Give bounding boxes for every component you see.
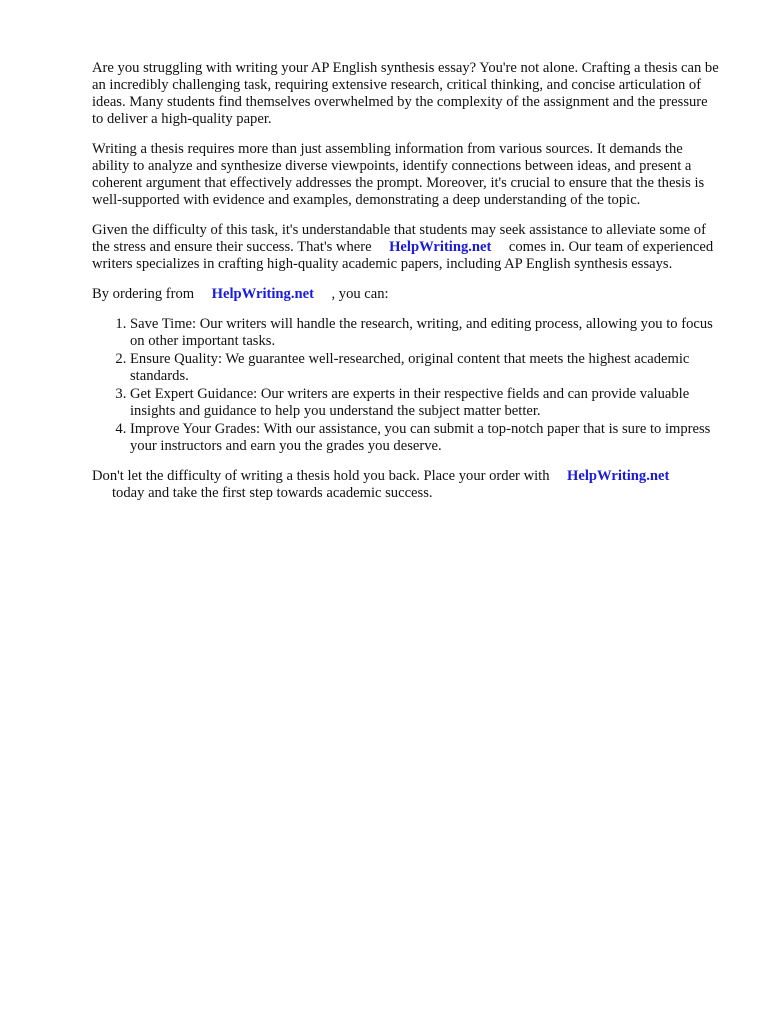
closing-text-before: Don't let the difficulty of writing a thesis hold you back. Place your order with: [92, 468, 550, 484]
benefits-list: [92, 316, 722, 455]
ordering-text-after: , you can:: [331, 286, 389, 302]
assistance-paragraph: [92, 222, 722, 273]
ordering-paragraph: [92, 286, 722, 303]
ordering-text-before: By ordering from: [92, 286, 195, 302]
helpwriting-link-3[interactable]: HelpWriting.net: [567, 468, 670, 484]
intro-paragraph: Are you struggling with writing your AP English synthesis essay? You're not alone. Crafting a thesis can be an incredibly challenging task, requiring extensive research, critical thinking, and concise articulation of ideas. Many students find themselves overwhelmed by the complexity of the assignment and the pressure to deliver a high-quality paper.: [92, 60, 719, 127]
closing-text-after: today and take the first step towards academic success.: [112, 485, 433, 501]
benefit-ensure-quality: 2. Ensure Quality: We guarantee well-researched, original content that meets the highest academic standards.: [130, 351, 722, 385]
helpwriting-link-1[interactable]: HelpWriting.net: [389, 239, 492, 255]
benefit-save-time: 1. Save Time: Our writers will handle the research, writing, and editing process, allowing you to focus on other important tasks.: [130, 316, 722, 350]
assistance-text-after: comes in. Our team of experienced writers specializes in crafting high-quality academic papers, including AP English synthesis essays.: [92, 239, 714, 272]
document-page: [92, 60, 722, 515]
helpwriting-link-2[interactable]: HelpWriting.net: [211, 286, 314, 302]
benefit-improve-grades: 4. Improve Your Grades: With our assistance, you can submit a top-notch paper that is sure to impress your instructors and earn you the grades you deserve.: [130, 421, 722, 455]
assistance-text-before: Given the difficulty of this task, it's understandable that students may seek assistance to alleviate some of the stress and ensure their success. That's where: [92, 222, 706, 255]
closing-paragraph: [92, 468, 722, 502]
thesis-requirements-paragraph: Writing a thesis requires more than just assembling information from various sources. It demands the ability to analyze and synthesize diverse viewpoints, identify connections between ideas, and present a coherent argument that effectively addresses the prompt. Moreover, it's crucial to ensure that the thesis is well-supported with evidence and examples, demonstrating a deep understanding of the topic.: [92, 141, 705, 208]
benefit-expert-guidance: 3. Get Expert Guidance: Our writers are experts in their respective fields and can provide valuable insights and guidance to help you understand the subject matter better.: [130, 386, 722, 420]
